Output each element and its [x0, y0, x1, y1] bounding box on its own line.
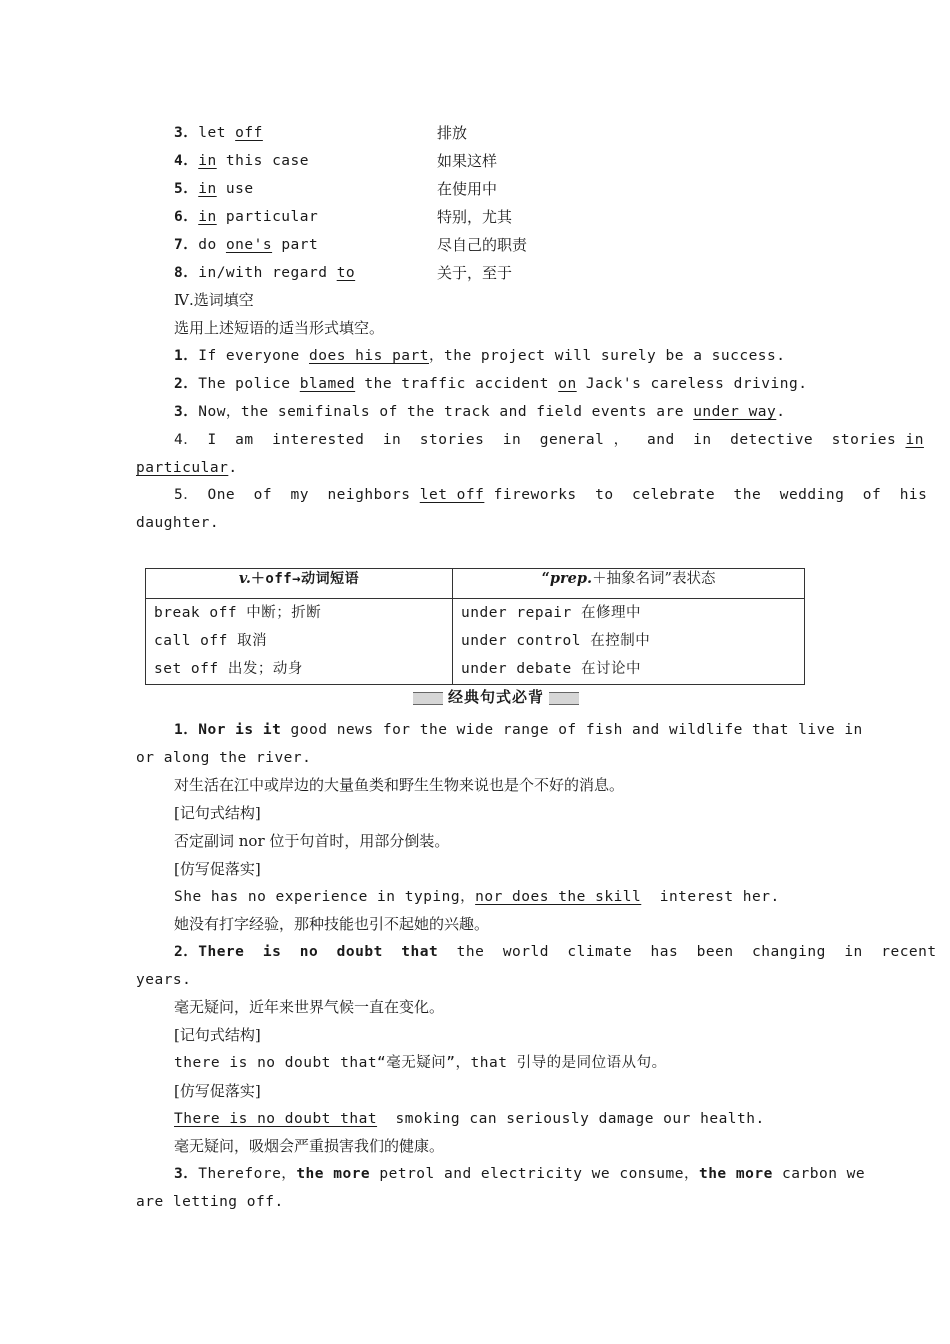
answer-blank: nor does the skill — [475, 889, 642, 905]
table-header-right: “prep.＋抽象名词”表状态 — [453, 569, 805, 599]
answer-blank: in — [198, 209, 217, 225]
answer-blank: particular — [136, 460, 229, 476]
phrase-meaning: 在使用中 — [437, 180, 498, 198]
sentence-3: 3．Therefore，the more petrol and electricity we consume，the more carbon we — [174, 1166, 866, 1182]
phrase-meaning: 特别，尤其 — [437, 208, 513, 226]
structure-note: there is no doubt that“毫无疑问”，that 引导的是同位语从句。 — [174, 1055, 667, 1071]
section-banner — [413, 686, 579, 708]
answer-blank: in — [905, 432, 924, 448]
phrase-item: 8．in/with regard to — [174, 265, 356, 281]
phrase-meaning: 尽自己的职责 — [437, 236, 528, 254]
sentence-2-translation: 毫无疑问，近年来世界气候一直在变化。 — [174, 998, 445, 1016]
fill-question-5: 5． One of my neighbors let off fireworks to celebrate the wedding of his — [174, 487, 928, 503]
phrase-item: 7．do one's part — [174, 237, 319, 253]
section-heading: Ⅳ.选词填空 — [174, 291, 254, 309]
fill-question-1: 1．If everyone does his part，the project will surely be a success. — [174, 348, 786, 364]
structure-label: [记句式结构] — [174, 1026, 261, 1044]
table-header-left: v.＋off→动词短语 — [146, 569, 453, 599]
fill-question-3: 3．Now，the semifinals of the track and field events are under way. — [174, 404, 786, 420]
answer-blank: blamed — [299, 376, 356, 392]
practice-sentence: There is no doubt that smoking can seriously damage our health. — [174, 1111, 765, 1127]
sentence-1-cont: or along the river. — [136, 750, 312, 766]
answer-blank: does his part — [309, 348, 429, 364]
structure-note: 否定副词 nor 位于句首时，用部分倒装。 — [174, 832, 450, 850]
fill-question-4-cont: particular. — [136, 460, 238, 476]
practice-label: [仿写促落实] — [174, 860, 261, 878]
sentence-2: 2．There is no doubt that the world climate has been changing in recent — [174, 944, 937, 960]
table-entry: under debate 在讨论中 — [461, 661, 641, 677]
phrase-item: 4．in this case — [174, 153, 310, 169]
practice-label: [仿写促落实] — [174, 1082, 261, 1100]
banner-title: 经典句式必背 — [443, 686, 549, 708]
phrase-item: 3．let off — [174, 125, 263, 141]
practice-sentence: She has no experience in typing，nor does the skill interest her. — [174, 889, 780, 905]
answer-blank: under way — [693, 404, 777, 420]
answer-blank: off — [235, 125, 263, 141]
answer-blank: There is no doubt that — [174, 1111, 378, 1127]
practice-translation: 她没有打字经验，那种技能也引不起她的兴趣。 — [174, 915, 490, 933]
phrase-meaning: 关于，至于 — [437, 264, 513, 282]
section-instruction: 选用上述短语的适当形式填空。 — [174, 319, 385, 337]
phrase-item: 6．in particular — [174, 209, 319, 225]
phrase-meaning: 排放 — [437, 124, 468, 142]
fill-question-4: 4． I am interested in stories in general ， and in detective stories in — [174, 432, 924, 448]
answer-blank: in — [198, 153, 217, 169]
answer-blank: in — [198, 181, 217, 197]
fill-question-2: 2．The police blamed the traffic accident on Jack's careless driving. — [174, 376, 808, 392]
practice-translation: 毫无疑问，吸烟会严重损害我们的健康。 — [174, 1137, 445, 1155]
sentence-3-cont: are letting off. — [136, 1194, 284, 1210]
sentence-1-translation: 对生活在江中或岸边的大量鱼类和野生生物来说也是个不好的消息。 — [174, 776, 625, 794]
answer-blank: on — [558, 376, 577, 392]
table-entry: under control 在控制中 — [461, 633, 651, 649]
table-entry: break off 中断；折断 — [154, 605, 322, 621]
phrase-table — [145, 568, 805, 685]
table-entry: set off 出发；动身 — [154, 661, 303, 677]
phrase-meaning: 如果这样 — [437, 152, 498, 170]
answer-blank: one's — [225, 237, 273, 253]
fill-question-5-cont: daughter. — [136, 515, 220, 531]
table-entry: under repair 在修理中 — [461, 605, 641, 621]
phrase-item: 5．in use — [174, 181, 254, 197]
answer-blank: to — [336, 265, 356, 281]
table-cell-left — [146, 599, 453, 685]
structure-label: [记句式结构] — [174, 804, 261, 822]
sentence-1: 1．Nor is it good news for the wide range of fish and wildlife that live in — [174, 722, 863, 738]
table-entry: call off 取消 — [154, 633, 268, 649]
table-cell-right — [453, 599, 805, 685]
answer-blank: let off — [419, 487, 485, 503]
sentence-2-cont: years. — [136, 972, 192, 988]
